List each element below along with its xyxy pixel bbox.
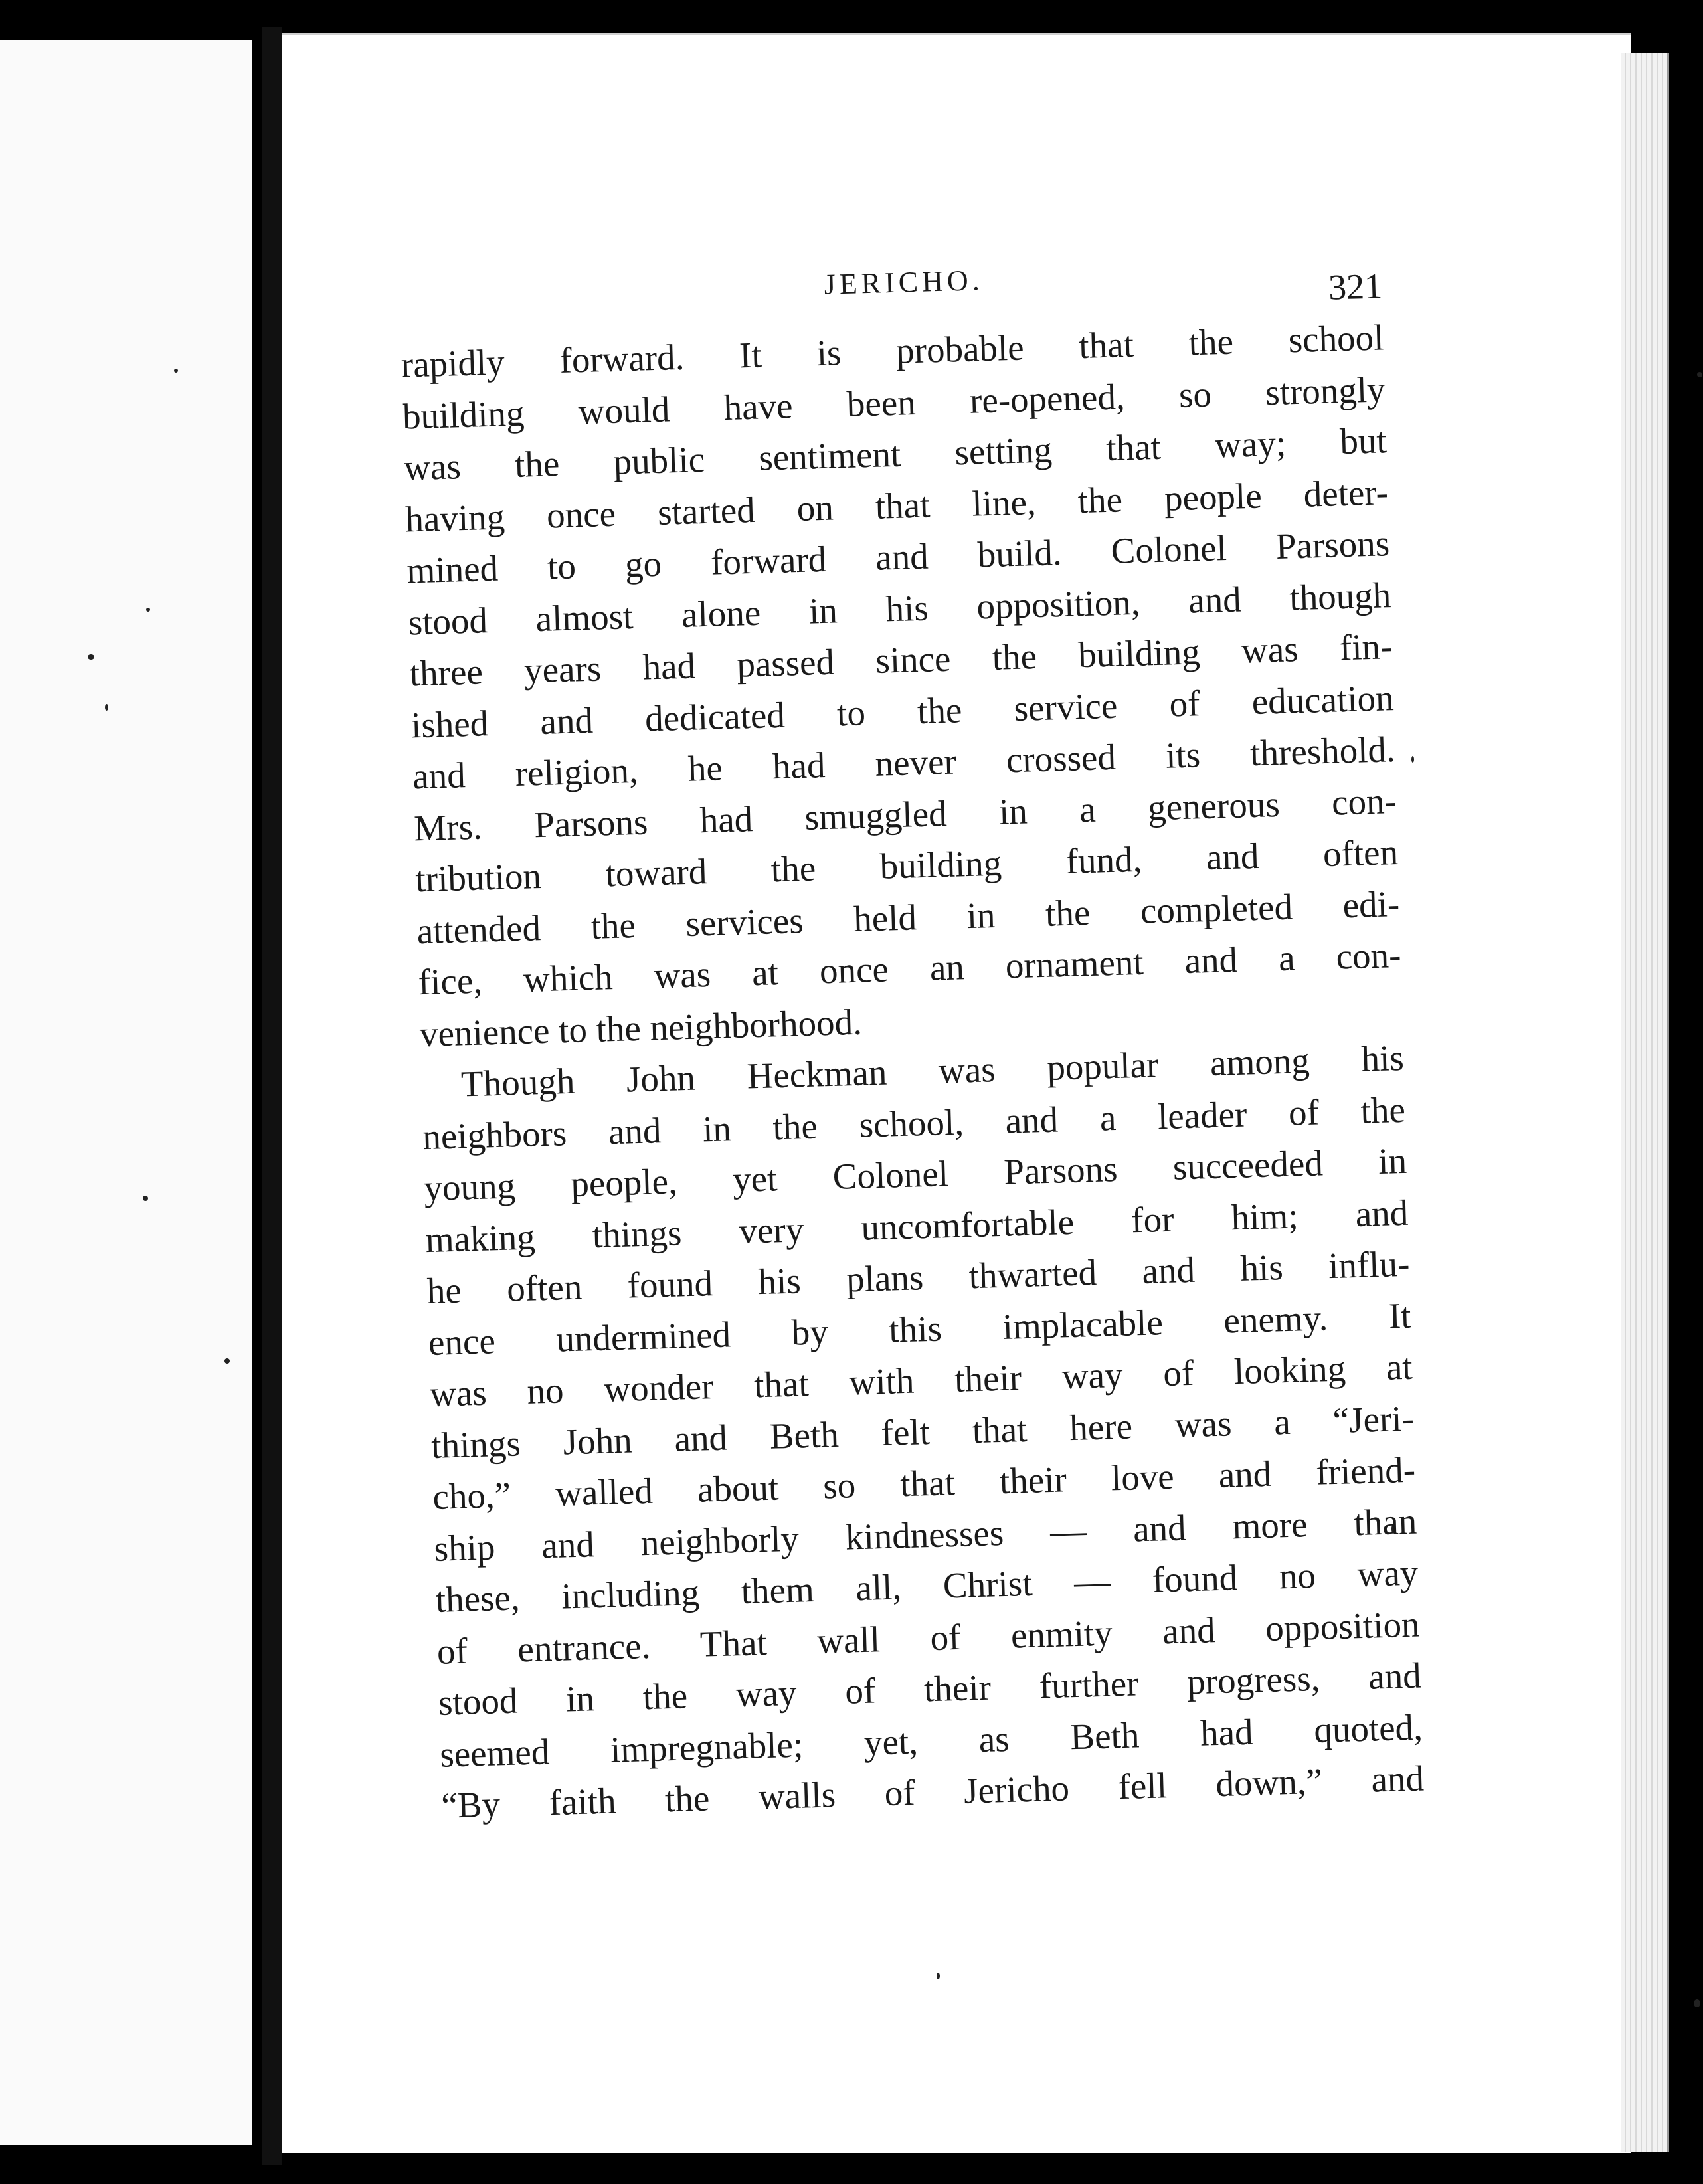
text-line: was the public sentiment setting that way; but — [403, 420, 1388, 488]
running-title: JERICHO. — [824, 264, 984, 301]
text-line: stood in the way of their further progress, and — [438, 1655, 1422, 1723]
text-line: stood almost alone in his opposition, and though — [407, 574, 1391, 642]
facing-page-left — [0, 40, 252, 2145]
speck — [224, 1358, 230, 1364]
speck — [88, 654, 94, 660]
text-line: ship and neighborly kindnesses — and more than — [433, 1501, 1417, 1569]
text-line: venience to the neighborhood. — [419, 1001, 863, 1054]
text-line: Mrs. Parsons had smuggled in a generous con- — [413, 780, 1397, 848]
page-text-block — [399, 252, 1425, 1831]
text-line: mined to go forward and build. Colonel Parsons — [406, 523, 1390, 591]
text-line: neighbors and in the school, and a leader of the — [422, 1089, 1406, 1157]
text-line: making things very uncomfortable for him; and — [424, 1192, 1409, 1260]
page-edges — [1621, 53, 1669, 2152]
text-line: having once started on that line, the people deter- — [404, 471, 1389, 540]
book-gutter — [262, 27, 282, 2165]
paragraph-1 — [401, 312, 1403, 1059]
speck — [1697, 372, 1702, 377]
paragraph-2 — [420, 1032, 1425, 1831]
text-line: seemed impregnable; yet, as Beth had quoted, — [439, 1706, 1423, 1775]
text-line: tribution toward the building fund, and often — [414, 831, 1399, 900]
speck — [1694, 1999, 1700, 2007]
text-line: ence undermined by this implacable enemy. It — [428, 1295, 1412, 1363]
text-line: “By faith the walls of Jericho fell down,” and — [440, 1758, 1425, 1826]
speck — [174, 369, 178, 373]
text-line: was no wonder that with their way of looking at — [429, 1346, 1413, 1414]
text-line: fice, which was at once an ornament and a con- — [417, 934, 1402, 1003]
text-line: things John and Beth felt that here was a “Jeri- — [430, 1398, 1415, 1466]
speck — [937, 1973, 940, 1979]
speck — [1411, 756, 1414, 763]
text-line: he often found his plans thwarted and his influ- — [426, 1243, 1411, 1312]
text-line: rapidly forward. It is probable that the school — [401, 317, 1385, 385]
text-line: of entrance. That wall of enmity and opposition — [436, 1603, 1421, 1672]
text-line: ished and dedicated to the service of education — [410, 677, 1395, 745]
speck — [105, 704, 108, 711]
text-line: three years had passed since the building was fin- — [409, 626, 1393, 694]
text-line: attended the services held in the completed edi- — [416, 883, 1400, 951]
speck — [146, 608, 150, 612]
text-line: Though John Heckman was popular among his — [460, 1037, 1405, 1105]
speck — [143, 1196, 148, 1201]
page-number: 321 — [1328, 266, 1383, 308]
text-line: these, including them all, Christ — found no way — [434, 1552, 1419, 1620]
text-line: young people, yet Colonel Parsons succeeded in — [423, 1140, 1407, 1209]
text-line: building would have been re-opened, so strongly — [402, 368, 1386, 437]
text-line: cho,” walled about so that their love and friend- — [432, 1449, 1416, 1517]
text-line: and religion, he had never crossed its threshold. — [412, 729, 1396, 797]
